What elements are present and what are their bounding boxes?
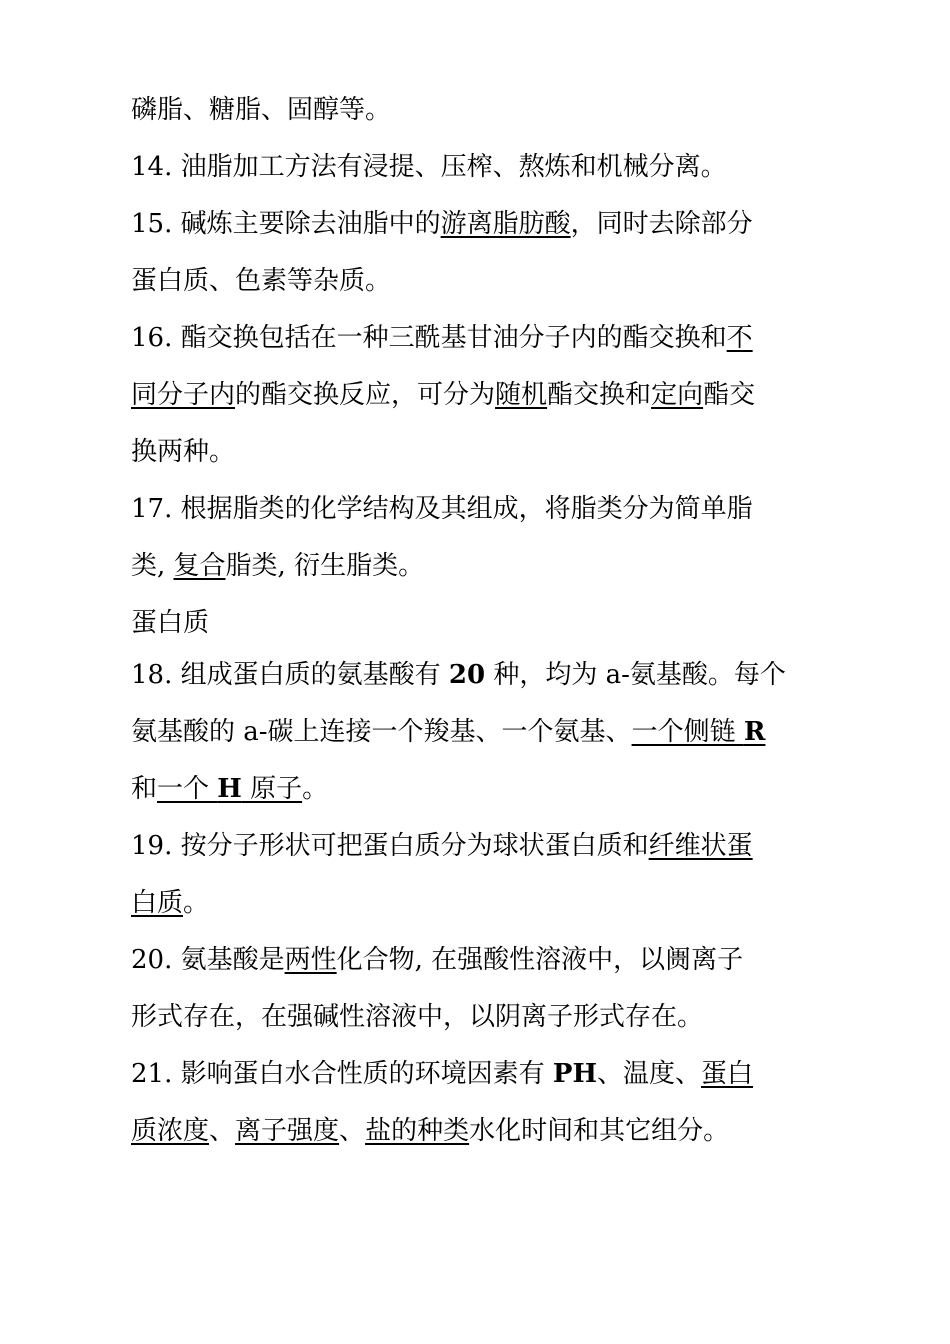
document-body	[131, 88, 831, 1166]
text-line: 18. 组成蛋白质的氨基酸有 20 种，均为 a-氨基酸。每个	[131, 660, 786, 690]
text-line: 同分子内的酯交换反应，可分为随机酯交换和定向酯交	[131, 380, 756, 410]
text-line: 磷脂、糖脂、固醇等。	[131, 95, 392, 125]
text-line: 氨基酸的 a-碳上连接一个羧基、一个氨基、一个侧链 R	[131, 717, 766, 747]
section-heading: 蛋白质	[131, 608, 210, 638]
text-line: 15. 碱炼主要除去油脂中的游离脂肪酸，同时去除部分	[131, 209, 753, 239]
text-line: 20. 氨基酸是两性化合物, 在强酸性溶液中，以阓离子	[131, 945, 744, 975]
text-line: 21. 影响蛋白水合性质的环境因素有 PH、温度、蛋白	[131, 1059, 754, 1089]
text-line: 和一个 H 原子。	[131, 774, 329, 804]
text-line: 16. 酯交换包括在一种三酰基甘油分子内的酯交换和不	[131, 323, 753, 353]
text-line: 类, 复合脂类, 衍生脂类。	[131, 551, 425, 581]
text-line: 14. 油脂加工方法有浸提、压榨、熬炼和机械分离。	[131, 152, 727, 182]
text-line: 形式存在，在强碱性溶液中，以阴离子形式存在。	[131, 1002, 704, 1032]
text-line: 白质。	[131, 888, 210, 918]
text-line: 蛋白质、色素等杂质。	[131, 266, 392, 296]
text-line: 换两种。	[131, 437, 236, 467]
text-line: 质浓度、离子强度、盐的种类水化时间和其它组分。	[131, 1116, 730, 1146]
text-line: 17. 根据脂类的化学结构及其组成，将脂类分为简单脂	[131, 494, 753, 524]
text-line: 19. 按分子形状可把蛋白质分为球状蛋白质和纤维状蛋	[131, 831, 753, 861]
